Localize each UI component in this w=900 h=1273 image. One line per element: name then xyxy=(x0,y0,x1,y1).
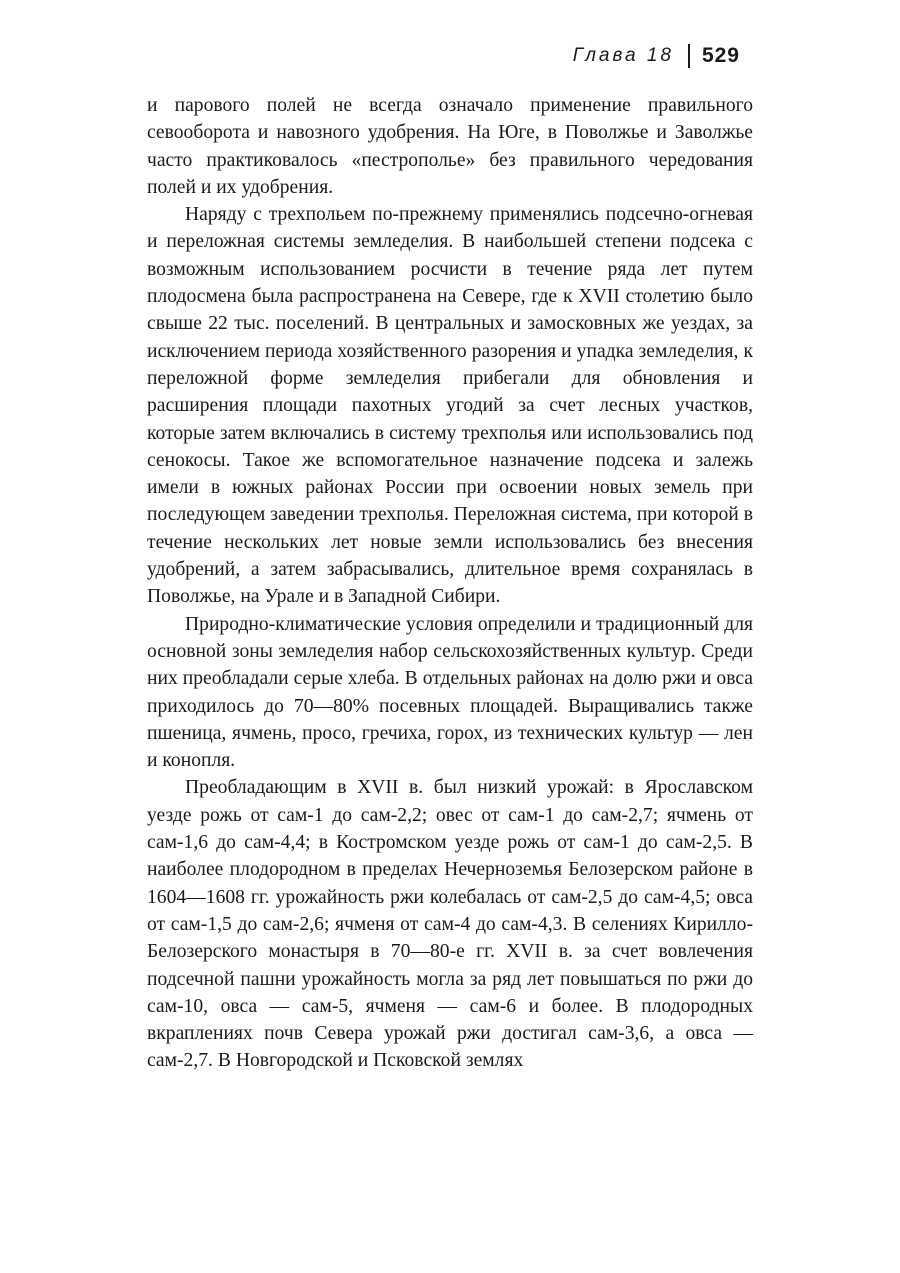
running-head xyxy=(573,44,740,68)
header-separator xyxy=(688,44,690,68)
paragraph-3: Природно-климатические условия определили и традиционный для основной зоны земледелия набор сельскохозяйственных культур. Среди них преобладали серые хлеба. В отдельных районах на долю ржи и овса приходилось до 70—80% посевных площадей. Выращивались также пшеница, ячмень, просо, гречиха, горох, из технических культур — лен и конопля. xyxy=(147,613,753,772)
chapter-title: Глава 18 xyxy=(572,45,674,66)
paragraph-1: и парового полей не всегда означало применение правильного севооборота и навозного удобрения. На Юге, в Поволжье и Заволжье часто практиковалось «пестрополье» без правильного чередования полей и их удобрения. xyxy=(147,95,753,198)
body-text xyxy=(147,92,753,1075)
page-number: 529 xyxy=(701,44,740,67)
paragraph-4: Преобладающим в XVII в. был низкий урожай: в Ярославском уезде рожь от сам-1 до сам-2,2; овес от сам-1 до сам-2,7; ячмень от сам-1,6 до сам-4,4; в Костромском уезде рожь от сам-1 до сам-2,5. В наиболее плодородном в пределах Нечерноземья Белозерском районе в 1604—1608 гг. урожайность ржи колебалась от сам-2,5 до сам-4,5; овса от сам-1,5 до сам-2,6; ячменя от сам-4 до сам-4,3. В селениях Кирилло-Белозерского монастыря в 70—80-е гг. XVII в. за счет вовлечения подсечной пашни урожайность могла за ряд лет повышаться по ржи до сам-10, овса — сам-5, ячменя — сам-6 и более. В плодородных вкраплениях почв Севера урожай ржи достигал сам-3,6, а овса — сам-2,7. В Новгородской и Псковской землях xyxy=(147,777,753,1072)
paragraph-2: Наряду с трехпольем по-прежнему применялись подсечно-огневая и переложная системы земледелия. В наибольшей степени подсека с возможным использованием росчисти в течение ряда лет путем плодосмена была распространена на Севере, где к XVII столетию было свыше 22 тыс. поселений. В центральных и замосковных же уездах, за исключением периода хозяйственного разорения и упадка земледелия, к переложной форме земледелия прибегали для обновления и расширения площади пахотных угодий за счет лесных участков, которые затем включались в систему трехполья или использовались под сенокосы. Такое же вспомогательное назначение подсека и залежь имели в южных районах России при освоении новых земель при последующем заведении трехполья. Переложная система, при которой в течение нескольких лет новые земли использовались без внесения удобрений, а затем забрасывались, длительное время сохранялась в Поволжье, на Урале и в Западной Сибири. xyxy=(147,204,753,608)
